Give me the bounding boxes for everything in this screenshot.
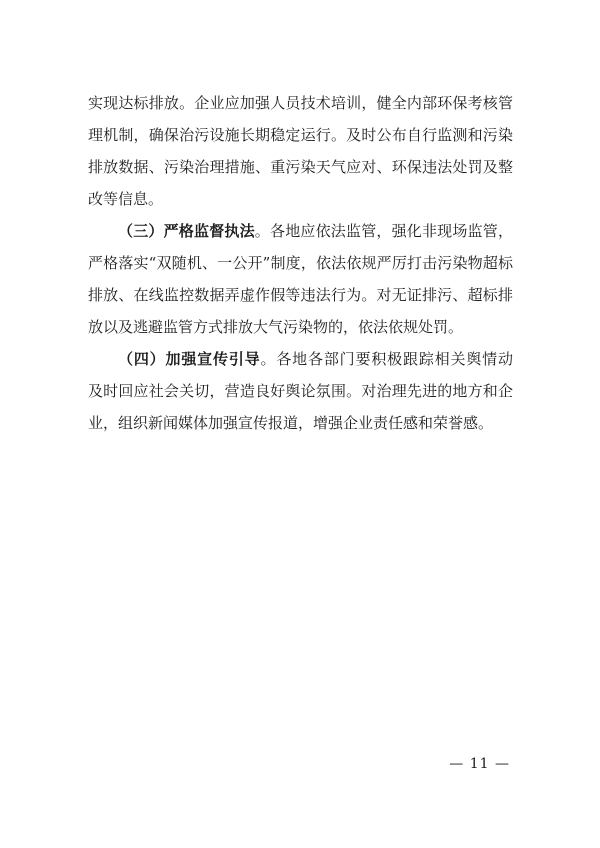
text-line: 排放数据、污染治理措施、重污染天气应对、环保违法处罚及整: [88, 158, 513, 176]
section-heading: （三）严格监督执法: [118, 222, 255, 240]
section-heading: （四）加强宣传引导: [118, 350, 261, 368]
text-line: 业，组织新闻媒体加强宣传报道，增强企业责任感和荣誉感。: [88, 414, 494, 432]
text-segment: 。各地各部门要积极跟踪相关舆情动: [260, 350, 513, 368]
text-line: 实现达标排放。企业应加强人员技术培训，健全内部环保考核管: [88, 94, 513, 112]
paragraph-section-three: [88, 215, 513, 343]
text-line: 改等信息。: [88, 190, 164, 208]
text-line: 及时回应社会关切，营造良好舆论氛围。对治理先进的地方和企: [88, 382, 513, 400]
page-number: — 11 —: [449, 756, 510, 772]
text-line: 放以及逃避监管方式排放大气污染物的，依法依规处罚。: [88, 318, 464, 336]
paragraph-section-four: [88, 343, 513, 439]
text-line: [88, 215, 513, 247]
text-segment: 。各地应依法监管，强化非现场监管，: [254, 222, 513, 240]
text-line: 严格落实“双随机、一公开”制度，依法依规严厉打击污染物超标: [88, 254, 513, 272]
text-line: 排放、在线监控数据弄虚作假等违法行为。对无证排污、超标排: [88, 286, 513, 304]
body-text: [88, 87, 513, 439]
text-line: [88, 343, 513, 375]
text-line: 理机制，确保治污设施长期稳定运行。及时公布自行监测和污染: [88, 126, 513, 144]
paragraph-continued: [88, 87, 513, 215]
